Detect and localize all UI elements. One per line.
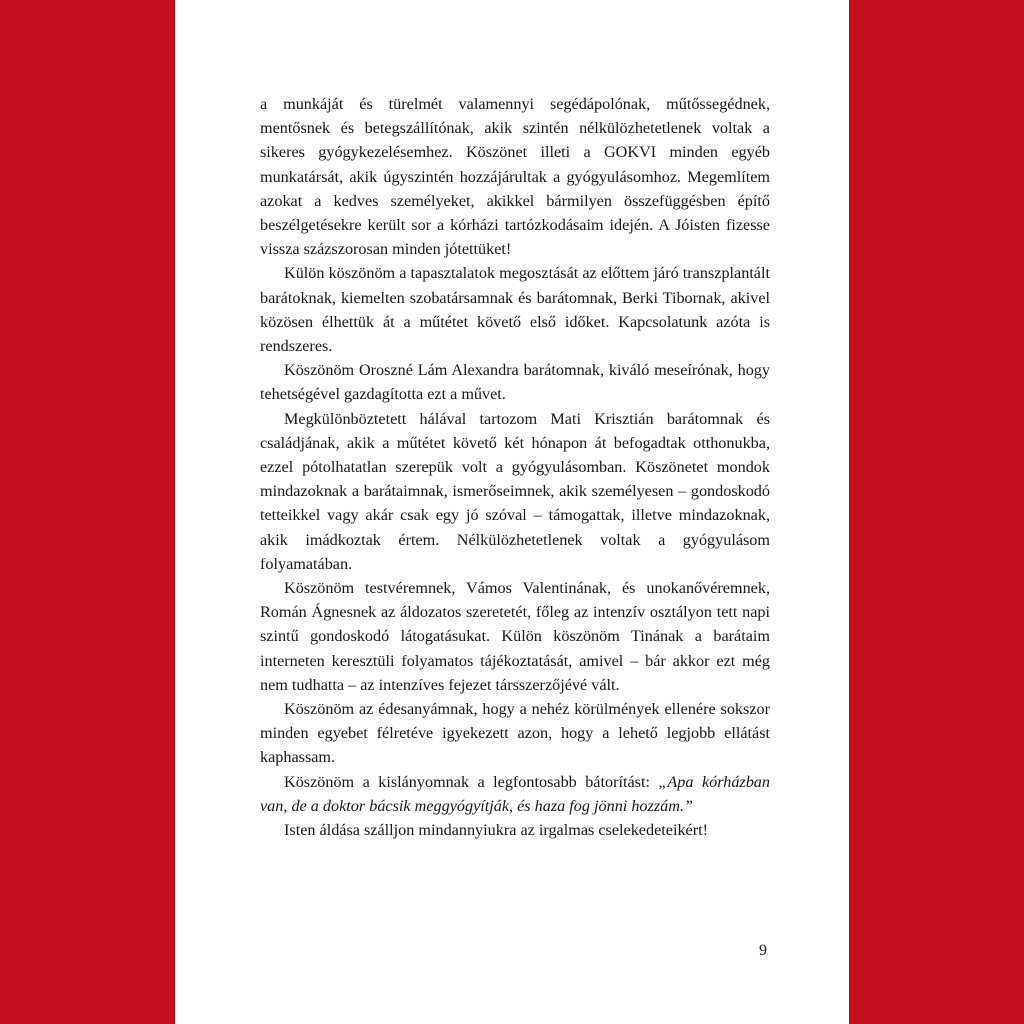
book-page (175, 0, 849, 1024)
paragraph-storyteller: Köszönöm Oroszné Lám Alexandra barátomnak, kiváló meseírónak, hogy tehetségével gazdagította ezt a művet. (260, 361, 770, 404)
daughter-lead: Köszönöm a kislányomnak a legfontosabb bátorítást: (284, 772, 659, 791)
paragraph-mati-family: Megkülönböztetett hálával tartozom Mati Krisztián barátomnak és családjának, akik a műtétet követő két hónapon át befogadtak otthonukba, ezzel pótolhatatlan szerepük volt a gyógyulásomban. Köszönetet mondok mindazoknak a barátaimnak, ismerőseimnek, akik személyesen – gondoskodó tetteikkel vagy akár csak egy jó szóval – támogattak, illetve mindazoknak, akik imádkoztak értem. Nélkülözhetetlenek voltak a gyógyulásom folyamatában. (260, 409, 770, 573)
paragraph-siblings: Köszönöm testvéremnek, Vámos Valentinának, és unokanővéremnek, Román Ágnesnek az áldozatos szeretetét, főleg az intenzív osztályon tett napi szintű gondoskodó látogatásukat. Külön köszönöm Tinának a barátaim interneten keresztüli folyamatos tájékoztatását, amivel – bár akkor ezt még nem tudhatta – az intenzíves fejezet társszerzőjévé vált. (260, 579, 770, 694)
body-text (260, 92, 770, 842)
right-red-band (849, 0, 1024, 1024)
paragraph-daughter (260, 770, 770, 818)
paragraph-mother: Köszönöm az édesanyámnak, hogy a nehéz körülmények ellenére sokszor minden egyebet félretéve igyekezett azon, hogy a lehető legjobb ellátást kaphassam. (260, 700, 770, 767)
paragraph-closing-blessing: Isten áldása szálljon mindannyiukra az irgalmas cselekedeteikért! (284, 821, 709, 840)
page-number: 9 (759, 942, 767, 959)
paragraph-transplant-friends: Külön köszönöm a tapasztalatok megosztását az előttem járó transzplantált barátoknak, kiemelten szobatársamnak és barátomnak, Berki Tibornak, akivel közösen élhettük át a műtétet követő első időket. Kapcsolatunk azóta is rendszeres. (260, 264, 770, 356)
daughter-quote: „Apa kórházban van, de a doktor bácsik meggyógyítják, és haza fog jönni hozzám.” (260, 772, 770, 815)
paragraph-staff-thanks: a munkáját és türelmét valamennyi segédápolónak, műtőssegédnek, mentősnek és betegszállítónak, akik szintén nélkülözhetetlenek voltak a sikeres gyógykezelésemhez. Köszönet illeti a GOKVI minden egyéb munkatársát, akik úgyszintén hozzájárultak a gyógyulásomhoz. Megemlítem azokat a kedves személyeket, akikkel bármilyen összefüggésben építő beszélgetésekre került sor a kórházi tartózkodásaim idején. A Jóisten fizesse vissza százszorosan minden jótettüket! (260, 95, 770, 259)
left-red-band (0, 0, 175, 1024)
